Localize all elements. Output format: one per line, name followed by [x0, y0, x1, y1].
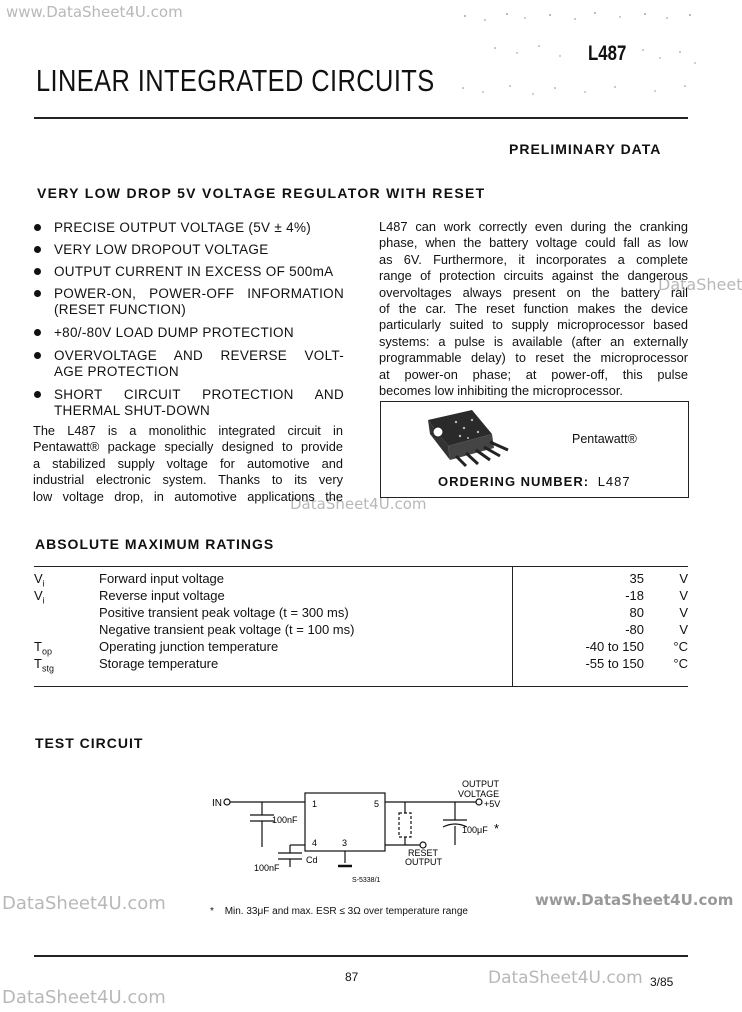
description-line: The L487 is a monolithic integrated circuit in: [33, 423, 343, 438]
bullet-icon: [34, 391, 41, 398]
description-line: L487 can work correctly even during the cranking: [379, 219, 688, 234]
feature-item: [54, 387, 344, 421]
rating-row: [34, 621, 688, 638]
description-line: range of protection circuits against the dangerous: [379, 268, 688, 284]
rating-unit: V: [679, 588, 688, 603]
revision-date: 3/85: [650, 975, 674, 989]
cap-d-label: Cd: [306, 855, 318, 865]
description-line: particularly suited to supply microprocessor based: [379, 317, 688, 333]
feature-line: AGE PROTECTION: [54, 364, 179, 379]
description-line: as 6V. Furthermore, it incorporates a complete: [379, 251, 688, 267]
pin-4: 4: [312, 838, 318, 848]
cap-in-label: 100nF: [272, 815, 298, 825]
test-circuit-heading: TEST CIRCUIT: [35, 735, 144, 751]
rating-parameter: Negative transient peak voltage (t = 100 ms): [99, 622, 355, 637]
watermark-lower-right: www.DataSheet4U.com: [535, 891, 734, 909]
bullet-icon: [34, 268, 41, 275]
cap-out-label: 100μF: [462, 825, 488, 835]
pin-1: 1: [312, 799, 318, 809]
package-box: [380, 401, 689, 498]
bullet-icon: [34, 290, 41, 297]
feature-line: OUTPUT CURRENT IN EXCESS OF 500mA: [54, 264, 334, 279]
description-line: becomes low inhibiting the microprocessor.: [379, 383, 623, 399]
in-label: IN: [212, 798, 222, 809]
status-label: PRELIMINARY DATA: [509, 141, 662, 157]
feature-item: [54, 220, 344, 242]
feature-line: POWER-ON, POWER-OFF INFORMATION: [54, 286, 344, 301]
watermark-bottom-left: DataSheet4U.com: [2, 987, 166, 1008]
rating-value: -18: [625, 588, 644, 603]
feature-line: (RESET FUNCTION): [54, 302, 187, 317]
test-circuit-diagram: [200, 775, 520, 885]
product-title: VERY LOW DROP 5V VOLTAGE REGULATOR WITH RESET: [37, 185, 486, 201]
ordering-number: [438, 474, 631, 489]
rating-value: -80: [625, 622, 644, 637]
description-line: overvoltages always present on the battery rail: [379, 284, 688, 300]
pentawatt-package-icon: [416, 408, 526, 470]
description-line: phase, when the battery voltage could fall as low: [379, 235, 688, 251]
feature-line: THERMAL SHUT-DOWN: [54, 403, 211, 418]
description-line: low voltage drop, in automotive applications the: [33, 488, 343, 504]
description-line: a stabilized supply voltage for automotive and: [33, 455, 343, 471]
ordering-label: ORDERING NUMBER:: [438, 474, 590, 489]
description-left: [33, 423, 343, 505]
footnote: [210, 906, 468, 917]
footnote-text: Min. 33μF and max. ESR ≤ 3Ω over temperature range: [224, 906, 468, 917]
rating-row: [34, 655, 688, 672]
reset-label-1: RESET: [408, 848, 439, 858]
pin-5: 5: [374, 799, 380, 809]
part-number: L487: [588, 42, 627, 65]
description-line: at power-on phase; at power-off, this pulse: [379, 366, 688, 382]
pin-3: 3: [342, 838, 348, 848]
bullet-icon: [34, 246, 41, 253]
rating-parameter: Operating junction temperature: [99, 639, 279, 654]
package-name: Pentawatt®: [572, 432, 637, 446]
rating-unit: °C: [673, 639, 688, 654]
asterisk-mark: *: [494, 821, 500, 836]
ratings-table: [34, 570, 688, 672]
watermark-right-side: DataSheet: [658, 275, 742, 294]
rating-unit: V: [679, 622, 688, 637]
feature-item: [54, 242, 344, 264]
rating-symbol: $V_i$: [34, 571, 45, 589]
feature-item: [54, 348, 344, 387]
watermark-top-left: www.DataSheet4U.com: [6, 3, 183, 21]
feature-list: [54, 220, 344, 421]
ratings-table-top-rule: [34, 566, 688, 567]
rating-parameter: Forward input voltage: [99, 571, 225, 586]
output-label-1: OUTPUT: [462, 779, 499, 789]
description-right: [379, 219, 688, 399]
feature-line: SHORT CIRCUIT PROTECTION AND: [54, 387, 344, 402]
category-title: LINEAR INTEGRATED CIRCUITS: [36, 63, 435, 98]
rating-value: -40 to 150: [585, 639, 644, 654]
rating-parameter: Reverse input voltage: [99, 588, 225, 603]
ordering-value: L487: [597, 474, 631, 489]
reset-label-2: OUTPUT: [405, 857, 442, 867]
rating-value: 35: [629, 571, 644, 586]
rating-value: -55 to 150: [585, 656, 644, 671]
rating-symbol: $V_i$: [34, 588, 45, 606]
rating-parameter: Positive transient peak voltage (t = 300 ms): [99, 605, 349, 620]
feature-item: [54, 264, 344, 286]
feature-line: VERY LOW DROPOUT VOLTAGE: [54, 242, 269, 257]
rating-value: 80: [629, 605, 644, 620]
bullet-icon: [34, 329, 41, 336]
description-line: of the car. The reset function makes the device: [379, 301, 688, 317]
feature-line: +80/-80V LOAD DUMP PROTECTION: [54, 325, 294, 340]
cap-d-value: 100nF: [254, 863, 280, 873]
feature-item: [54, 325, 344, 348]
ratings-table-bottom-rule: [34, 686, 688, 687]
description-line: systems: a pulse is available (after an externally: [379, 333, 688, 349]
description-line: industrial electronic system. Thanks to its very: [33, 472, 343, 488]
rating-row: [34, 587, 688, 604]
rating-symbol: $T_{op}$: [34, 639, 52, 657]
rating-unit: °C: [673, 656, 688, 671]
watermark-lower-left: DataSheet4U.com: [2, 893, 166, 914]
watermark-bottom-center: DataSheet4U.com: [488, 968, 643, 988]
feature-line: OVERVOLTAGE AND REVERSE VOLT-: [54, 348, 344, 363]
footnote-mark: *: [210, 906, 214, 917]
output-value: +5V: [484, 799, 501, 809]
ratings-heading: ABSOLUTE MAXIMUM RATINGS: [35, 536, 275, 552]
rating-row: [34, 604, 688, 621]
description-line: Pentawatt® package specially designed to provide: [33, 439, 343, 455]
feature-item: [54, 286, 344, 325]
rating-symbol: $T_{stg}$: [34, 656, 54, 674]
output-label-2: VOLTAGE: [458, 789, 500, 799]
bullet-icon: [34, 224, 41, 231]
page-number: 87: [345, 970, 359, 984]
figure-code: S-5338/1: [352, 877, 381, 884]
watermark-middle: DataSheet4U.com: [290, 495, 427, 513]
rating-unit: V: [679, 571, 688, 586]
description-line: programmable delay) to reset the microprocessor: [379, 350, 688, 366]
rating-unit: V: [679, 605, 688, 620]
header-rule: [34, 117, 688, 119]
halftone-speckle: [455, 8, 700, 98]
bullet-icon: [34, 352, 41, 359]
footer-rule: [34, 955, 688, 957]
rating-parameter: Storage temperature: [99, 656, 219, 671]
rating-row: [34, 570, 688, 587]
feature-line: PRECISE OUTPUT VOLTAGE (5V ± 4%): [54, 220, 312, 235]
rating-row: [34, 638, 688, 655]
